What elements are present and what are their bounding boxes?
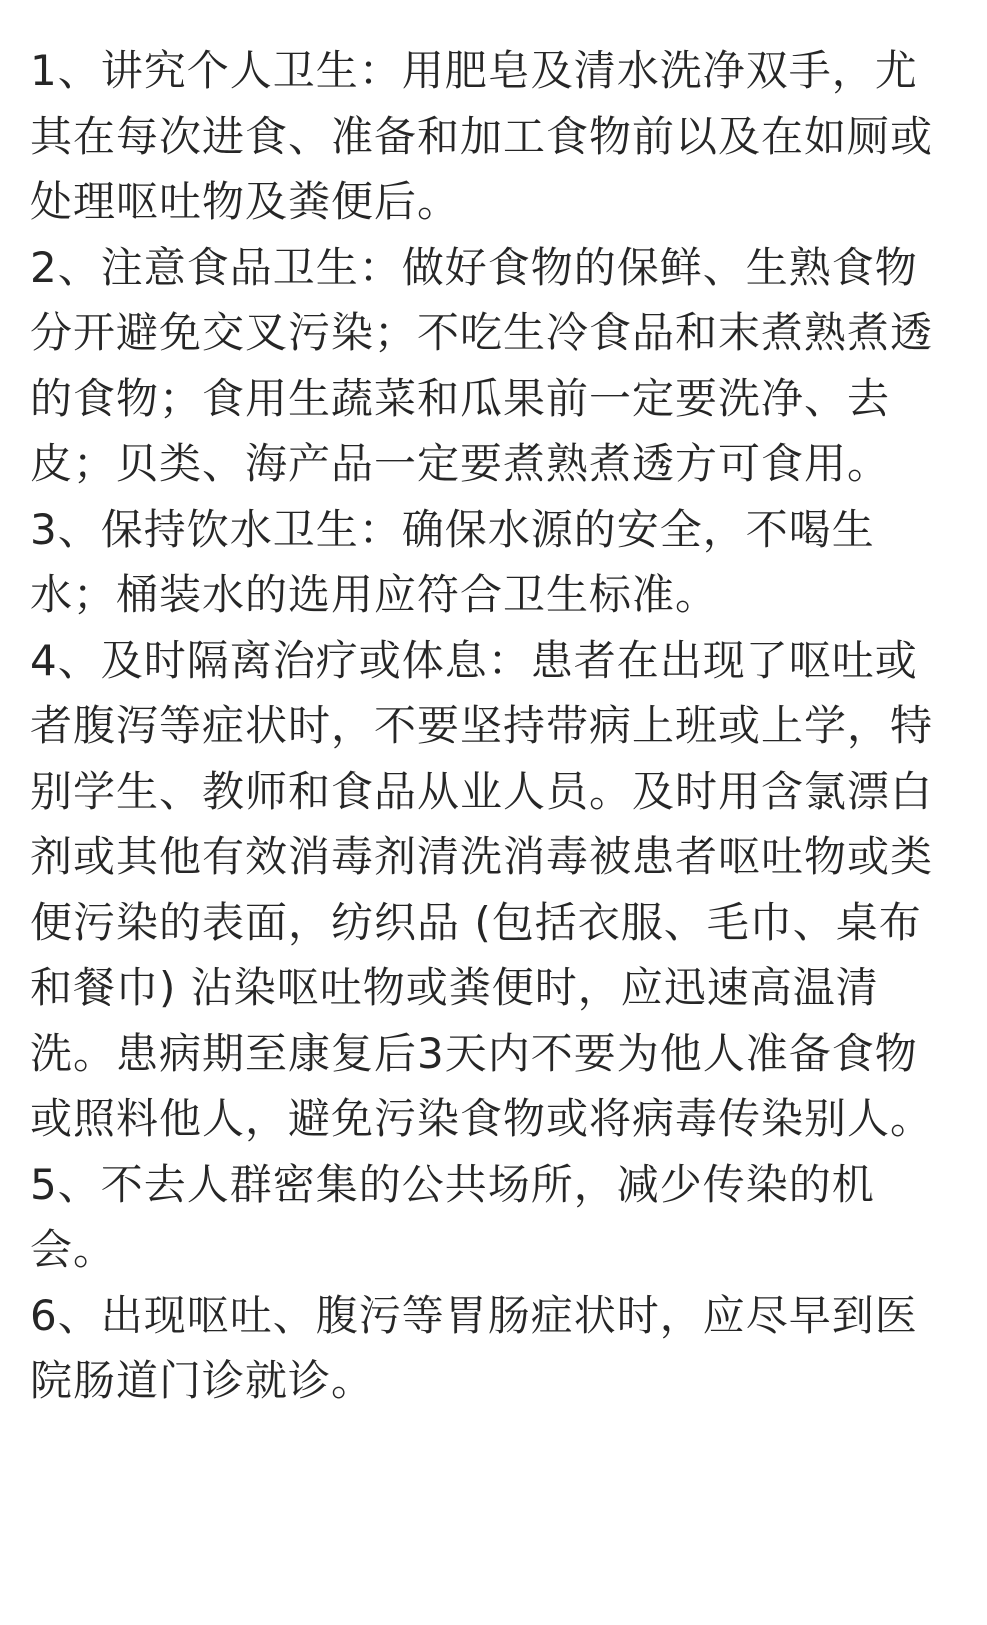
paragraph-item-3: 3、保持饮水卫生：确保水源的安全，不喝生水；桶装水的选用应符合卫生标准。 bbox=[30, 504, 875, 619]
paragraph-item-2: 2、注意食品卫生：做好食物的保鲜、生熟食物分开避免交叉污染；不吃生冷食品和末煮熟煮透的食物；食用生蔬菜和瓜果前一定要洗净、去皮；贝类、海产品一定要煮熟煮透方可食用。 bbox=[30, 242, 934, 488]
paragraph-item-1: 1、讲究个人卫生：用肥皂及清水洗净双手，尤其在每次进食、准备和加工食物前以及在如厕或处理呕吐物及粪便后。 bbox=[30, 46, 934, 226]
paragraph-item-5: 5、不去人群密集的公共场所，减少传染的机会。 bbox=[30, 1159, 875, 1274]
paragraph-item-6: 6、出现呕吐、腹污等胃肠症状时，应尽早到医院肠道门诊就诊。 bbox=[30, 1290, 918, 1405]
paragraph-item-4: 4、及时隔离治疗或体息：患者在出现了呕吐或者腹泻等症状时，不要坚持带病上班或上学，特别学生、教师和食品从业人员。及时用含氯漂白剂或其他有效消毒剂清洗消毒被患者呕吐物或类便污染的表面，纺织品 (包括衣服、毛巾、桌布和餐巾) 沾染呕吐物或粪便时，应迅速高温清洗。患病期至康复后3天内不要为他人准备食物或照料他人，避免污染食物或将病毒传染别人。 bbox=[30, 635, 934, 1143]
